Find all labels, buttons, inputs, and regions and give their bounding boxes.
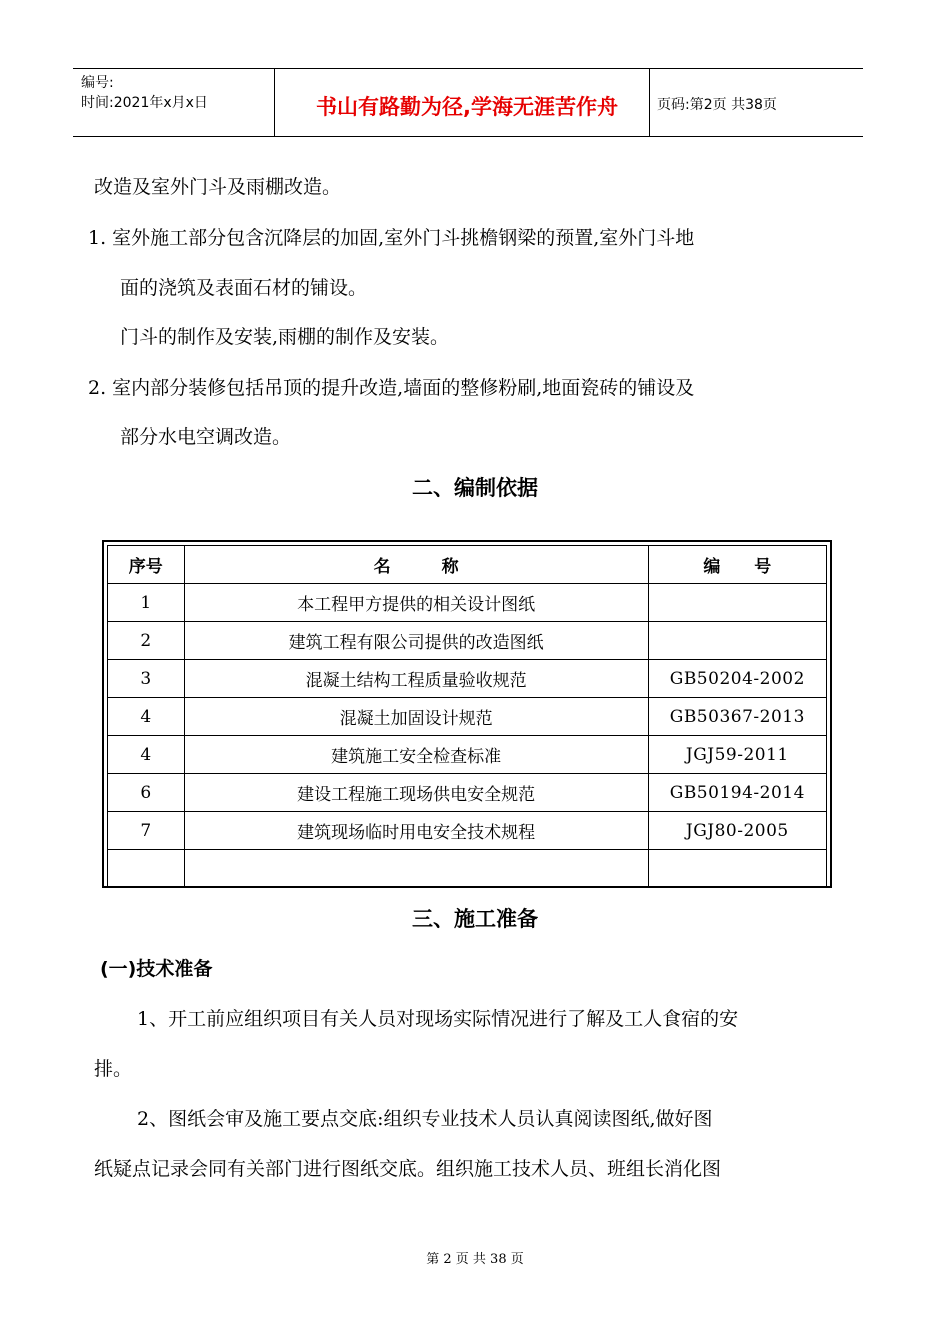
cell-index: 4 (108, 698, 185, 736)
table-row (108, 584, 827, 622)
page-footer: 第 2 页 共 38 页 (426, 1252, 524, 1267)
list-item-2-line-2: 部分水电空调改造。 (120, 426, 292, 448)
cell-name: 建设工程施工现场供电安全规范 (184, 774, 648, 812)
header-divider-right (649, 69, 650, 136)
table-row (108, 736, 827, 774)
body-line: 改造及室外门斗及雨棚改造。 (94, 176, 342, 198)
cell-code (648, 622, 826, 660)
cell-code: GB50204-2002 (648, 660, 826, 698)
cell-index: 6 (108, 774, 185, 812)
section-title-preparation: 三、施工准备 (412, 907, 538, 931)
list-item-2-line-1: 2. 室内部分装修包括吊顶的提升改造,墙面的整修粉刷,地面瓷砖的铺设及 (88, 377, 695, 399)
time-label: 时间:2021年x月x日 (81, 95, 208, 111)
cell-code (648, 850, 826, 888)
header-cell-code: 编 号 (648, 546, 826, 584)
header-page-label: 页码:第2页 共38页 (657, 97, 777, 113)
cell-name: 建筑施工安全检查标准 (184, 736, 648, 774)
cell-name: 本工程甲方提供的相关设计图纸 (184, 584, 648, 622)
table-row (108, 850, 827, 888)
cell-code: GB50194-2014 (648, 774, 826, 812)
cell-index (108, 850, 185, 888)
cell-code: JGJ59-2011 (648, 736, 826, 774)
paragraph-2-line-2: 纸疑点记录会同有关部门进行图纸交底。组织施工技术人员、班组长消化图 (94, 1158, 722, 1180)
table-header-row (108, 546, 827, 584)
subsection-title-technical: (一)技术准备 (100, 958, 213, 980)
cell-index: 1 (108, 584, 185, 622)
page-header (73, 68, 863, 137)
cell-index: 2 (108, 622, 185, 660)
number-label: 编号: (81, 75, 114, 91)
list-item-1-line-1: 1. 室外施工部分包含沉降层的加固,室外门斗挑檐钢梁的预置,室外门斗地 (88, 227, 695, 249)
cell-index: 4 (108, 736, 185, 774)
cell-index: 3 (108, 660, 185, 698)
list-item-1-line-3: 门斗的制作及安装,雨棚的制作及安装。 (120, 326, 450, 348)
paragraph-1-line-1: 1、开工前应组织项目有关人员对现场实际情况进行了解及工人食宿的安 (137, 1008, 739, 1030)
cell-code: GB50367-2013 (648, 698, 826, 736)
cell-name: 混凝土加固设计规范 (184, 698, 648, 736)
section-title-basis: 二、编制依据 (412, 476, 538, 500)
cell-name: 建筑现场临时用电安全技术规程 (184, 812, 648, 850)
cell-code: JGJ80-2005 (648, 812, 826, 850)
table-row (108, 698, 827, 736)
header-meta (81, 73, 208, 113)
paragraph-2-line-1: 2、图纸会审及施工要点交底:组织专业技术人员认真阅读图纸,做好图 (137, 1108, 713, 1130)
list-item-1-line-2: 面的浇筑及表面石材的铺设。 (120, 277, 368, 299)
header-cell-index: 序号 (108, 546, 185, 584)
table-row (108, 622, 827, 660)
table-row (108, 774, 827, 812)
paragraph-1-line-2: 排。 (94, 1058, 133, 1080)
basis-table (102, 540, 832, 888)
header-cell-name: 名 称 (184, 546, 648, 584)
cell-name: 建筑工程有限公司提供的改造图纸 (184, 622, 648, 660)
cell-name (184, 850, 648, 888)
cell-index: 7 (108, 812, 185, 850)
table-row (108, 660, 827, 698)
header-divider-left (274, 69, 275, 136)
header-motto: 书山有路勤为径,学海无涯苦作舟 (316, 95, 618, 119)
table-row (108, 812, 827, 850)
cell-code (648, 584, 826, 622)
cell-name: 混凝土结构工程质量验收规范 (184, 660, 648, 698)
